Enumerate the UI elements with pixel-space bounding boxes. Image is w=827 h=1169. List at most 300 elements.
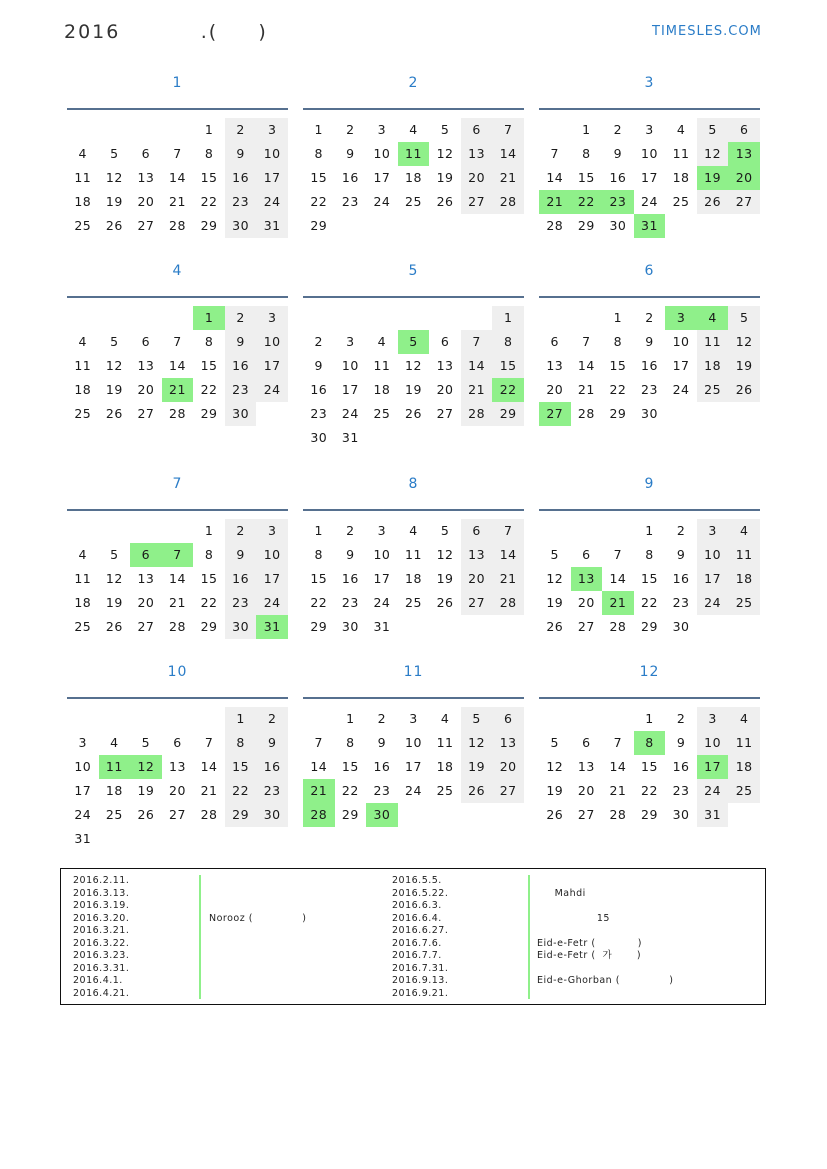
day-cell: 29 — [641, 807, 658, 822]
day-cell: 30 — [341, 619, 359, 634]
holiday-day-cell: 17 — [697, 755, 729, 779]
day-cell: 18 — [436, 759, 454, 774]
day-cell: 22 — [641, 595, 658, 610]
day-cell: 7 — [582, 334, 591, 349]
day-cell: 18 — [373, 382, 391, 397]
month-title: 2 — [408, 75, 419, 91]
day-cell: 30 — [225, 402, 257, 426]
day-cell: 5 — [110, 334, 119, 349]
holiday-row — [209, 988, 306, 1001]
day-cell: 19 — [105, 194, 123, 209]
holiday-row — [209, 888, 306, 901]
day-cell: 2 — [676, 523, 686, 538]
day-cell: 28 — [609, 619, 627, 634]
day-cell: 4 — [110, 735, 119, 750]
day-cell: 17 — [373, 170, 391, 185]
day-cell: 27 — [137, 619, 155, 634]
day-cell: 18 — [405, 170, 422, 185]
holiday-day-cell: 23 — [602, 190, 634, 214]
day-cell: 7 — [613, 547, 623, 562]
day-cell: 18 — [74, 194, 92, 209]
day-cell: 15 — [310, 571, 328, 586]
day-cell: 16 — [225, 567, 257, 591]
holiday-row: 2016.3.22. — [73, 937, 130, 949]
day-cell: 23 — [641, 382, 658, 397]
day-cell: 10 — [641, 146, 658, 161]
day-cell: 22 — [200, 194, 218, 209]
day-cell: 2 — [225, 519, 257, 543]
day-cell: 19 — [546, 783, 564, 798]
holiday-row: 15 — [537, 912, 610, 924]
day-cell: 12 — [461, 731, 493, 755]
holiday-row — [537, 875, 673, 888]
day-cell: 6 — [550, 334, 559, 349]
day-cell: 4 — [728, 519, 760, 543]
day-cell: 4 — [78, 334, 87, 349]
day-cell: 11 — [672, 146, 690, 161]
day-cell: 15 — [641, 759, 658, 774]
day-cell: 2 — [346, 122, 355, 137]
day-cell: 30 — [310, 430, 328, 445]
day-cell: 2 — [314, 334, 323, 349]
holiday-divider-right — [528, 875, 530, 999]
day-cell: 27 — [137, 406, 155, 421]
day-cell: 13 — [461, 543, 493, 567]
day-cell: 31 — [373, 619, 391, 634]
day-cell: 23 — [672, 595, 690, 610]
day-cell: 22 — [641, 783, 658, 798]
holiday-row: 2016.3.19. — [73, 900, 130, 911]
holiday-row: Eid-e-Fetr ( ) — [537, 937, 642, 949]
holiday-row: 2016.3.31. — [73, 962, 130, 974]
day-cell: 14 — [492, 543, 524, 567]
day-cell: 3 — [377, 523, 387, 538]
day-cell: 9 — [256, 731, 288, 755]
month-rule — [539, 108, 760, 110]
day-cell: 13 — [436, 358, 454, 373]
holiday-day-cell: 20 — [728, 166, 760, 190]
day-cell: 12 — [697, 142, 729, 166]
day-cell: 4 — [676, 122, 686, 137]
day-cell: 9 — [225, 330, 257, 354]
holiday-day-cell: 4 — [697, 306, 729, 330]
day-cell: 27 — [137, 218, 155, 233]
holiday-row: 2016.3.20. — [73, 912, 130, 924]
holiday-day-cell: 8 — [634, 731, 666, 755]
day-cell: 16 — [641, 358, 658, 373]
day-cell: 17 — [341, 382, 359, 397]
day-cell: 16 — [310, 382, 328, 397]
holiday-day-cell: 7 — [162, 543, 194, 567]
day-cell: 12 — [436, 146, 454, 161]
day-cell: 30 — [256, 803, 288, 827]
holiday-row: 2016.7.7. — [392, 950, 442, 961]
day-cell: 16 — [609, 170, 627, 185]
day-cell: 26 — [105, 406, 123, 421]
day-cell: 8 — [225, 731, 257, 755]
holiday-day-cell: 27 — [539, 402, 571, 426]
day-cell: 12 — [728, 330, 760, 354]
day-cell: 28 — [492, 591, 524, 615]
day-cell: 18 — [672, 170, 690, 185]
day-cell: 2 — [645, 310, 654, 325]
day-cell: 31 — [74, 831, 92, 846]
month-title: 3 — [644, 75, 655, 91]
day-cell: 2 — [225, 306, 257, 330]
holiday-row — [209, 975, 306, 988]
day-cell: 11 — [728, 543, 760, 567]
day-cell: 15 — [341, 759, 359, 774]
month-rule — [539, 296, 760, 298]
day-cell: 20 — [546, 382, 564, 397]
holiday-day-cell: 13 — [571, 567, 603, 591]
day-cell: 4 — [78, 547, 87, 562]
day-cell: 20 — [137, 595, 155, 610]
holiday-row: 2016.5.5. — [392, 875, 442, 886]
holiday-row — [209, 938, 306, 951]
day-cell: 31 — [256, 214, 288, 238]
day-cell: 24 — [373, 194, 391, 209]
day-cell: 15 — [609, 358, 627, 373]
day-cell: 13 — [137, 358, 155, 373]
day-cell: 4 — [409, 122, 418, 137]
day-cell: 25 — [105, 807, 123, 822]
day-cell: 5 — [440, 523, 450, 538]
day-cell: 26 — [728, 378, 760, 402]
holiday-row: Norooz ( ) — [209, 912, 307, 924]
day-cell: 16 — [225, 166, 257, 190]
day-cell: 19 — [436, 170, 454, 185]
day-cell: 3 — [697, 707, 729, 731]
month-rule — [303, 108, 524, 110]
day-cell: 27 — [577, 807, 595, 822]
day-cell: 26 — [461, 779, 493, 803]
day-cell: 26 — [436, 595, 454, 610]
day-cell: 3 — [346, 334, 355, 349]
day-cell: 31 — [697, 803, 729, 827]
day-cell: 5 — [141, 735, 151, 750]
day-cell: 27 — [169, 807, 186, 822]
day-cell: 12 — [105, 571, 123, 586]
holiday-row — [209, 925, 306, 938]
day-cell: 16 — [672, 571, 690, 586]
day-cell: 2 — [346, 523, 355, 538]
day-cell: 28 — [546, 218, 564, 233]
day-cell: 14 — [169, 571, 186, 586]
holiday-day-cell: 3 — [665, 306, 697, 330]
day-cell: 14 — [310, 759, 328, 774]
day-cell: 27 — [728, 190, 760, 214]
day-cell: 21 — [200, 783, 218, 798]
month-rule — [539, 697, 760, 699]
day-cell: 23 — [225, 190, 257, 214]
day-cell: 16 — [256, 755, 288, 779]
day-cell: 30 — [225, 214, 257, 238]
holiday-row — [209, 963, 306, 976]
holiday-day-cell: 6 — [130, 543, 162, 567]
day-cell: 29 — [609, 406, 627, 421]
day-cell: 1 — [492, 306, 524, 330]
day-cell: 23 — [373, 783, 391, 798]
holiday-day-cell: 19 — [697, 166, 729, 190]
holiday-row — [209, 900, 306, 913]
holiday-dates-right — [392, 875, 448, 1000]
day-cell: 15 — [492, 354, 524, 378]
day-cell: 20 — [436, 382, 454, 397]
holiday-day-cell: 21 — [303, 779, 335, 803]
day-cell: 9 — [645, 334, 654, 349]
day-cell: 15 — [225, 755, 257, 779]
day-cell: 12 — [546, 759, 564, 774]
holiday-row: 2016.3.23. — [73, 950, 130, 961]
day-cell: 30 — [672, 807, 690, 822]
day-cell: 17 — [672, 358, 690, 373]
month-rule — [67, 697, 288, 699]
day-cell: 15 — [310, 170, 328, 185]
holiday-row: 2016.9.13. — [392, 975, 449, 986]
day-cell: 5 — [697, 118, 729, 142]
day-cell: 17 — [405, 759, 422, 774]
day-cell: 9 — [346, 146, 355, 161]
day-cell: 12 — [405, 358, 422, 373]
day-cell: 16 — [341, 571, 359, 586]
day-cell: 3 — [697, 519, 729, 543]
month-title: 9 — [644, 476, 655, 492]
day-cell: 30 — [672, 619, 690, 634]
day-cell: 25 — [728, 779, 760, 803]
month-title: 7 — [172, 476, 183, 492]
day-cell: 23 — [341, 194, 359, 209]
month-title: 4 — [172, 263, 183, 279]
day-cell: 8 — [204, 146, 214, 161]
day-cell: 4 — [409, 523, 418, 538]
day-cell: 29 — [200, 406, 218, 421]
day-cell: 10 — [74, 759, 92, 774]
day-cell: 1 — [346, 711, 355, 726]
day-cell: 20 — [169, 783, 186, 798]
day-cell: 17 — [256, 166, 288, 190]
day-cell: 15 — [641, 571, 658, 586]
month-title: 11 — [403, 664, 424, 680]
day-cell: 10 — [697, 731, 729, 755]
day-cell: 4 — [728, 707, 760, 731]
day-cell: 26 — [546, 807, 564, 822]
day-cell: 29 — [310, 218, 328, 233]
day-cell: 11 — [697, 330, 729, 354]
day-cell: 24 — [256, 378, 288, 402]
holiday-day-cell: 11 — [398, 142, 430, 166]
day-cell: 24 — [373, 595, 391, 610]
month-title: 8 — [408, 476, 419, 492]
day-cell: 21 — [461, 378, 493, 402]
day-cell: 4 — [440, 711, 450, 726]
day-cell: 20 — [492, 755, 524, 779]
day-cell: 14 — [461, 354, 493, 378]
day-cell: 26 — [105, 619, 123, 634]
day-cell: 26 — [697, 190, 729, 214]
day-cell: 6 — [141, 146, 151, 161]
day-cell: 9 — [346, 547, 355, 562]
holiday-row: 2016.4.1. — [73, 975, 123, 986]
holiday-row: 2016.3.21. — [73, 925, 130, 936]
holiday-day-cell: 12 — [130, 755, 162, 779]
day-cell: 18 — [74, 382, 92, 397]
day-cell: 5 — [728, 306, 760, 330]
day-cell: 15 — [200, 358, 218, 373]
day-cell: 7 — [613, 735, 623, 750]
day-cell: 8 — [346, 735, 355, 750]
day-cell: 19 — [728, 354, 760, 378]
day-cell: 26 — [546, 619, 564, 634]
day-cell: 8 — [645, 547, 654, 562]
day-cell: 9 — [225, 142, 257, 166]
holiday-day-cell: 22 — [571, 190, 603, 214]
day-cell: 6 — [461, 519, 493, 543]
day-cell: 8 — [314, 146, 323, 161]
day-cell: 21 — [492, 567, 524, 591]
day-cell: 25 — [672, 194, 690, 209]
day-cell: 3 — [377, 122, 387, 137]
holiday-names-left — [209, 875, 306, 1000]
day-cell: 19 — [137, 783, 155, 798]
day-cell: 30 — [609, 218, 627, 233]
day-cell: 7 — [173, 334, 182, 349]
day-cell: 3 — [256, 519, 288, 543]
day-cell: 28 — [577, 406, 595, 421]
day-cell: 16 — [225, 354, 257, 378]
day-cell: 12 — [105, 358, 123, 373]
day-cell: 17 — [697, 567, 729, 591]
day-cell: 20 — [137, 382, 155, 397]
day-cell: 8 — [204, 334, 214, 349]
day-cell: 27 — [492, 779, 524, 803]
day-cell: 10 — [405, 735, 422, 750]
day-cell: 21 — [492, 166, 524, 190]
holiday-day-cell: 21 — [539, 190, 571, 214]
day-cell: 12 — [105, 170, 123, 185]
day-cell: 16 — [672, 759, 690, 774]
holiday-row: 2016.2.11. — [73, 875, 130, 886]
day-cell: 31 — [341, 430, 359, 445]
day-cell: 28 — [609, 807, 627, 822]
day-cell: 1 — [645, 523, 654, 538]
day-cell: 15 — [200, 170, 218, 185]
holiday-day-cell: 21 — [602, 591, 634, 615]
day-cell: 29 — [225, 803, 257, 827]
holiday-row: 2016.3.13. — [73, 887, 130, 899]
day-cell: 21 — [169, 194, 186, 209]
holiday-row: 2016.4.21. — [73, 987, 130, 999]
day-cell: 29 — [200, 619, 218, 634]
day-cell: 17 — [641, 170, 658, 185]
day-cell: 27 — [461, 190, 493, 214]
day-cell: 29 — [492, 402, 524, 426]
day-cell: 11 — [405, 547, 422, 562]
day-cell: 14 — [546, 170, 564, 185]
day-cell: 14 — [577, 358, 595, 373]
holiday-row — [537, 925, 673, 938]
month-rule — [303, 697, 524, 699]
day-cell: 10 — [373, 146, 391, 161]
day-cell: 11 — [74, 170, 92, 185]
day-cell: 25 — [373, 406, 391, 421]
day-cell: 28 — [461, 402, 493, 426]
day-cell: 8 — [204, 547, 214, 562]
day-cell: 6 — [492, 707, 524, 731]
holiday-row: 2016.9.21. — [392, 987, 449, 999]
day-cell: 10 — [672, 334, 690, 349]
day-cell: 1 — [314, 523, 323, 538]
day-cell: 24 — [641, 194, 658, 209]
day-cell: 14 — [169, 170, 186, 185]
day-cell: 9 — [377, 735, 387, 750]
day-cell: 6 — [582, 735, 591, 750]
day-cell: 25 — [405, 194, 422, 209]
day-cell: 17 — [256, 567, 288, 591]
day-cell: 3 — [256, 118, 288, 142]
day-cell: 13 — [137, 571, 155, 586]
day-cell: 29 — [577, 218, 595, 233]
day-cell: 12 — [546, 571, 564, 586]
day-cell: 7 — [492, 118, 524, 142]
day-cell: 2 — [676, 711, 686, 726]
month-title: 1 — [172, 75, 183, 91]
day-cell: 13 — [461, 142, 493, 166]
day-cell: 9 — [225, 543, 257, 567]
holiday-row: Eid-e-Ghorban ( ) — [537, 975, 674, 986]
day-cell: 16 — [341, 170, 359, 185]
holiday-row: 2016.6.3. — [392, 900, 442, 911]
day-cell: 18 — [728, 755, 760, 779]
day-cell: 19 — [461, 755, 493, 779]
day-cell: 10 — [256, 543, 288, 567]
day-cell: 25 — [728, 591, 760, 615]
month-title: 6 — [644, 263, 655, 279]
day-cell: 2 — [256, 707, 288, 731]
day-cell: 7 — [204, 735, 214, 750]
holiday-divider-left — [199, 875, 201, 999]
holiday-row: 2016.7.31. — [392, 962, 449, 974]
day-cell: 2 — [613, 122, 623, 137]
day-cell: 1 — [582, 122, 591, 137]
day-cell: 11 — [74, 358, 92, 373]
day-cell: 19 — [405, 382, 422, 397]
holiday-row: Eid-e-Fetr ( 가 ) — [537, 950, 642, 961]
day-cell: 6 — [728, 118, 760, 142]
month-rule — [67, 296, 288, 298]
day-cell: 23 — [225, 378, 257, 402]
day-cell: 9 — [676, 547, 686, 562]
day-cell: 13 — [577, 759, 595, 774]
day-cell: 23 — [341, 595, 359, 610]
month-rule — [303, 296, 524, 298]
day-cell: 16 — [373, 759, 391, 774]
holiday-row: 2016.7.6. — [392, 937, 442, 949]
day-cell: 30 — [225, 615, 257, 639]
day-cell: 18 — [74, 595, 92, 610]
day-cell: 18 — [728, 567, 760, 591]
day-cell: 17 — [373, 571, 391, 586]
day-cell: 5 — [461, 707, 493, 731]
month-rule — [67, 108, 288, 110]
month-rule — [303, 509, 524, 511]
day-cell: 11 — [436, 735, 454, 750]
month-title: 10 — [167, 664, 188, 680]
day-cell: 14 — [609, 571, 627, 586]
day-cell: 2 — [225, 118, 257, 142]
holiday-row — [537, 988, 673, 1001]
day-cell: 15 — [200, 571, 218, 586]
